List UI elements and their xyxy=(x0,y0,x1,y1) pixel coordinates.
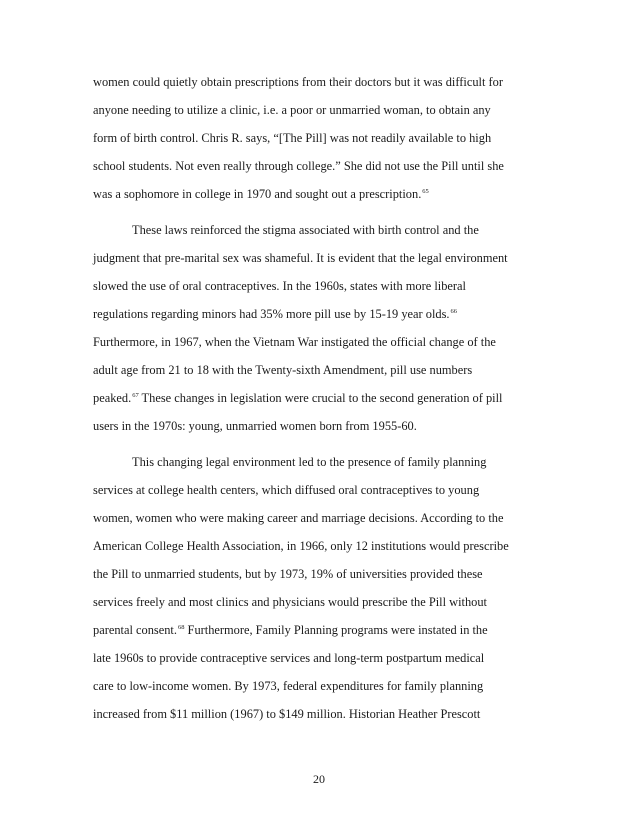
text-line-4 xyxy=(93,156,553,176)
text-line-18 xyxy=(93,564,553,584)
line-text: care to low-income women. By 1973, federal expenditures for family planning xyxy=(93,679,484,693)
text-line-1 xyxy=(93,72,553,92)
line-text: women could quietly obtain prescriptions from their doctors but it was difficult for xyxy=(93,75,503,89)
footnote-marker: 66 xyxy=(450,308,457,315)
text-line-11 xyxy=(93,360,553,380)
line-text: adult age from 21 to 18 with the Twenty-sixth Amendment, pill use numbers xyxy=(93,363,473,377)
text-line-9 xyxy=(93,304,553,324)
line-text: services freely and most clinics and physicians would prescribe the Pill without xyxy=(93,595,488,609)
line-text: services at college health centers, which diffused oral contraceptives to young xyxy=(93,483,480,497)
text-line-5 xyxy=(93,184,553,204)
footnote-marker: 67 xyxy=(132,392,139,399)
line-text: slowed the use of oral contraceptives. In the 1960s, states with more liberal xyxy=(93,279,466,293)
line-text: the Pill to unmarried students, but by 1973, 19% of universities provided these xyxy=(93,567,483,581)
text-line-12 xyxy=(93,388,553,408)
line-text: Furthermore, in 1967, when the Vietnam War instigated the official change of the xyxy=(93,335,496,349)
line-text-continued: Furthermore, Family Planning programs were instated in the xyxy=(184,623,488,637)
text-line-10 xyxy=(93,332,553,352)
line-text: anyone needing to utilize a clinic, i.e. a poor or unmarried woman, to obtain any xyxy=(93,103,491,117)
line-text-continued: These changes in legislation were crucial to the second generation of pill xyxy=(138,391,503,405)
text-line-8 xyxy=(93,276,553,296)
line-text: late 1960s to provide contraceptive services and long-term postpartum medical xyxy=(93,651,485,665)
text-line-23 xyxy=(93,704,553,724)
text-line-20 xyxy=(93,620,553,640)
text-line-13 xyxy=(93,416,553,436)
footnote-marker: 68 xyxy=(177,624,185,631)
line-text: form of birth control. Chris R. says, “[The Pill] was not readily available to high xyxy=(93,131,492,145)
line-text: American College Health Association, in 1966, only 12 institutions would prescribe xyxy=(93,539,509,553)
line-text: parental consent. xyxy=(93,623,177,637)
line-text: increased from $11 million (1967) to $149 million. Historian Heather Prescott xyxy=(93,707,481,721)
text-line-17 xyxy=(93,536,553,556)
text-line-21 xyxy=(93,648,553,668)
text-line-16 xyxy=(93,508,553,528)
line-text: judgment that pre-marital sex was shameful. It is evident that the legal environment xyxy=(93,251,508,265)
text-line-22 xyxy=(93,676,553,696)
text-line-2 xyxy=(93,100,553,120)
line-text: These laws reinforced the stigma associated with birth control and the xyxy=(132,223,479,237)
text-line-6 xyxy=(132,220,592,240)
line-text: was a sophomore in college in 1970 and sought out a prescription. xyxy=(93,187,422,201)
text-line-7 xyxy=(93,248,553,268)
line-text: school students. Not even really through college.” She did not use the Pill until she xyxy=(93,159,504,173)
line-text: peaked. xyxy=(93,391,132,405)
page-number: 20 xyxy=(313,772,325,786)
text-line-19 xyxy=(93,592,553,612)
text-line-14 xyxy=(132,452,592,472)
line-text: regulations regarding minors had 35% more pill use by 15-19 year olds. xyxy=(93,307,450,321)
text-line-15 xyxy=(93,480,553,500)
text-line-3 xyxy=(93,128,553,148)
line-text: users in the 1970s: young, unmarried women born from 1955-60. xyxy=(93,419,417,433)
line-text: This changing legal environment led to the presence of family planning xyxy=(132,455,487,469)
footnote-marker: 65 xyxy=(422,188,429,195)
line-text: women, women who were making career and marriage decisions. According to the xyxy=(93,511,504,525)
